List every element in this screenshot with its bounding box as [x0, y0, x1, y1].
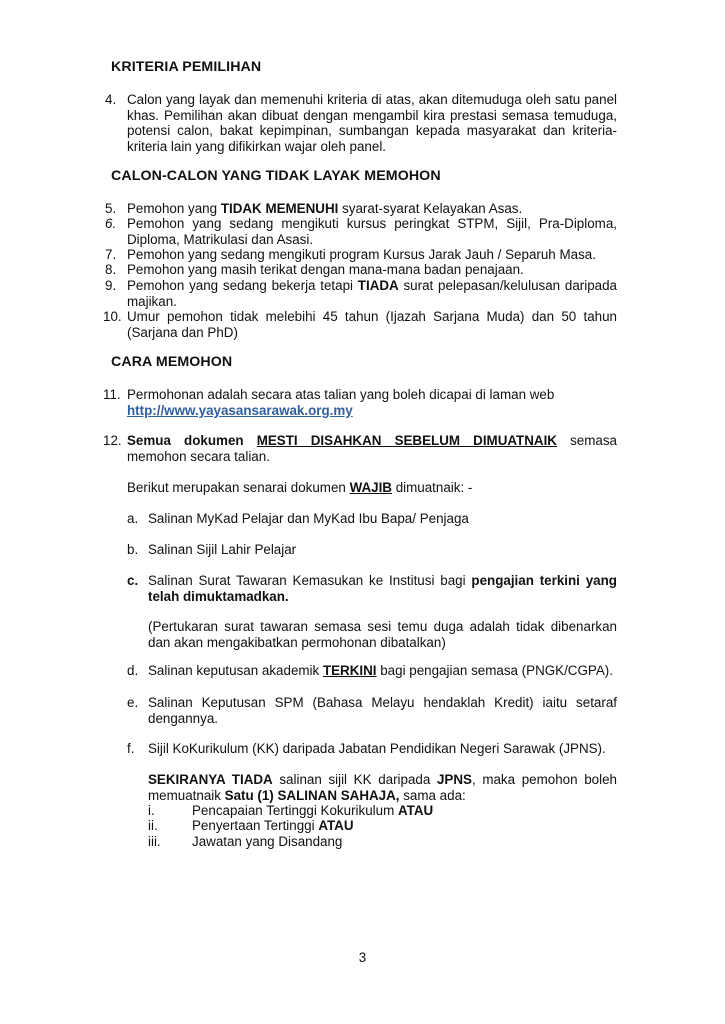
item-number: 6.	[105, 216, 117, 231]
page-number: 3	[358, 950, 367, 965]
heading-tidak-layak: CALON-CALON YANG TIDAK LAYAK MEMOHON	[111, 168, 441, 184]
item-number: 8.	[105, 262, 117, 277]
item-text: Pemohon yang sedang bekerja tetapi TIADA surat pelepasan/kelulusan daripada majikan.	[127, 278, 617, 309]
item-number: 12.	[103, 433, 122, 448]
doc-text: Salinan Surat Tawaran Kemasukan ke Institusi bagi pengajian terkini yang telah dimuktamadkan.	[148, 573, 617, 604]
heading-cara-memohon: CARA MEMOHON	[111, 354, 233, 370]
item-8	[105, 262, 617, 278]
sekiranya-tiada: SEKIRANYA TIADA salinan sijil KK daripada JPNS, maka pemohon boleh memuatnaik Satu (1) SALINAN SAHAJA, sama ada:	[148, 772, 617, 803]
doc-letter: c.	[127, 573, 139, 588]
item-number: 10.	[103, 309, 122, 324]
doc-item-a	[127, 511, 617, 527]
option-iii	[148, 834, 608, 850]
item-7	[105, 247, 617, 263]
item-9	[105, 278, 617, 309]
doc-letter: f.	[127, 741, 135, 756]
item-text: Pemohon yang sedang mengikuti program Kursus Jarak Jauh / Separuh Masa.	[127, 247, 596, 262]
item-text: Pemohon yang sedang mengikuti kursus peringkat STPM, Sijil, Pra-Diploma, Diploma, Matrikulasi dan Asasi.	[127, 216, 617, 247]
item-text: Semua dokumen MESTI DISAHKAN SEBELUM DIMUATNAIK semasa memohon secara talian.	[127, 433, 617, 464]
item-5	[105, 201, 617, 217]
doc-letter: b.	[127, 542, 139, 557]
doc-letter: e.	[127, 695, 139, 710]
item-number: 7.	[105, 247, 117, 262]
option-number: i.	[148, 803, 155, 818]
doc-text: Salinan Sijil Lahir Pelajar	[148, 542, 297, 557]
option-text: Penyertaan Tertinggi ATAU	[192, 818, 354, 833]
item-10	[105, 309, 617, 340]
doc-letter: a.	[127, 511, 139, 526]
doc-item-f	[127, 741, 617, 757]
doc-item-c-note: (Pertukaran surat tawaran semasa sesi temu duga adalah tidak dibenarkan dan akan mengakibatkan permohonan dibatalkan)	[148, 619, 617, 650]
doc-item-d	[127, 663, 617, 679]
doc-letter: d.	[127, 663, 139, 678]
doc-item-b	[127, 542, 617, 558]
item-text: Umur pemohon tidak melebihi 45 tahun (Ijazah Sarjana Muda) dan 50 tahun (Sarjana dan PhD)	[127, 309, 617, 340]
item-12	[105, 433, 617, 464]
heading-kriteria-pemilihan: KRITERIA PEMILIHAN	[111, 59, 262, 75]
doc-text: Salinan MyKad Pelajar dan MyKad Ibu Bapa/ Penjaga	[148, 511, 469, 526]
item-4	[105, 92, 617, 154]
item-number: 5.	[105, 201, 117, 216]
option-text: Jawatan yang Disandang	[192, 834, 343, 849]
option-text: Pencapaian Tertinggi Kokurikulum ATAU	[192, 803, 434, 818]
item-text: Permohonan adalah secara atas talian yang boleh dicapai di laman web http://www.yayasansarawak.org.my	[127, 387, 555, 418]
option-i	[148, 803, 608, 819]
item-text: Calon yang layak dan memenuhi kriteria di atas, akan ditemuduga oleh satu panel khas. Pemilihan akan dibuat dengan mengambil kira prestasi semasa temuduga, potensi calon, bakat kepimpinan, sumbangan kepada masyarakat dan kriteria-kriteria lain yang difikirkan wajar oleh panel.	[127, 92, 617, 154]
option-number: ii.	[148, 818, 158, 833]
doc-item-c	[127, 573, 617, 604]
item-text: Pemohon yang masih terikat dengan mana-mana badan penajaan.	[127, 262, 524, 277]
item-number: 11.	[103, 387, 121, 402]
doc-text: Sijil KoKurikulum (KK) daripada Jabatan Pendidikan Negeri Sarawak (JPNS).	[148, 741, 606, 756]
item-number: 9.	[105, 278, 117, 293]
doc-text: Salinan Keputusan SPM (Bahasa Melayu hendaklah Kredit) iaitu setaraf dengannya.	[148, 695, 617, 726]
doc-item-e	[127, 695, 617, 726]
option-ii	[148, 818, 608, 834]
item-text: Pemohon yang TIDAK MEMENUHI syarat-syarat Kelayakan Asas.	[127, 201, 523, 216]
option-number: iii.	[148, 834, 161, 849]
item-number: 4.	[105, 92, 117, 107]
website-link[interactable]: http://www.yayasansarawak.org.my	[127, 402, 353, 418]
item-6	[105, 216, 617, 247]
item-11	[105, 387, 617, 418]
senarai-dokumen: Berikut merupakan senarai dokumen WAJIB dimuatnaik: -	[127, 480, 473, 495]
doc-text: Salinan keputusan akademik TERKINI bagi pengajian semasa (PNGK/CGPA).	[148, 663, 613, 678]
